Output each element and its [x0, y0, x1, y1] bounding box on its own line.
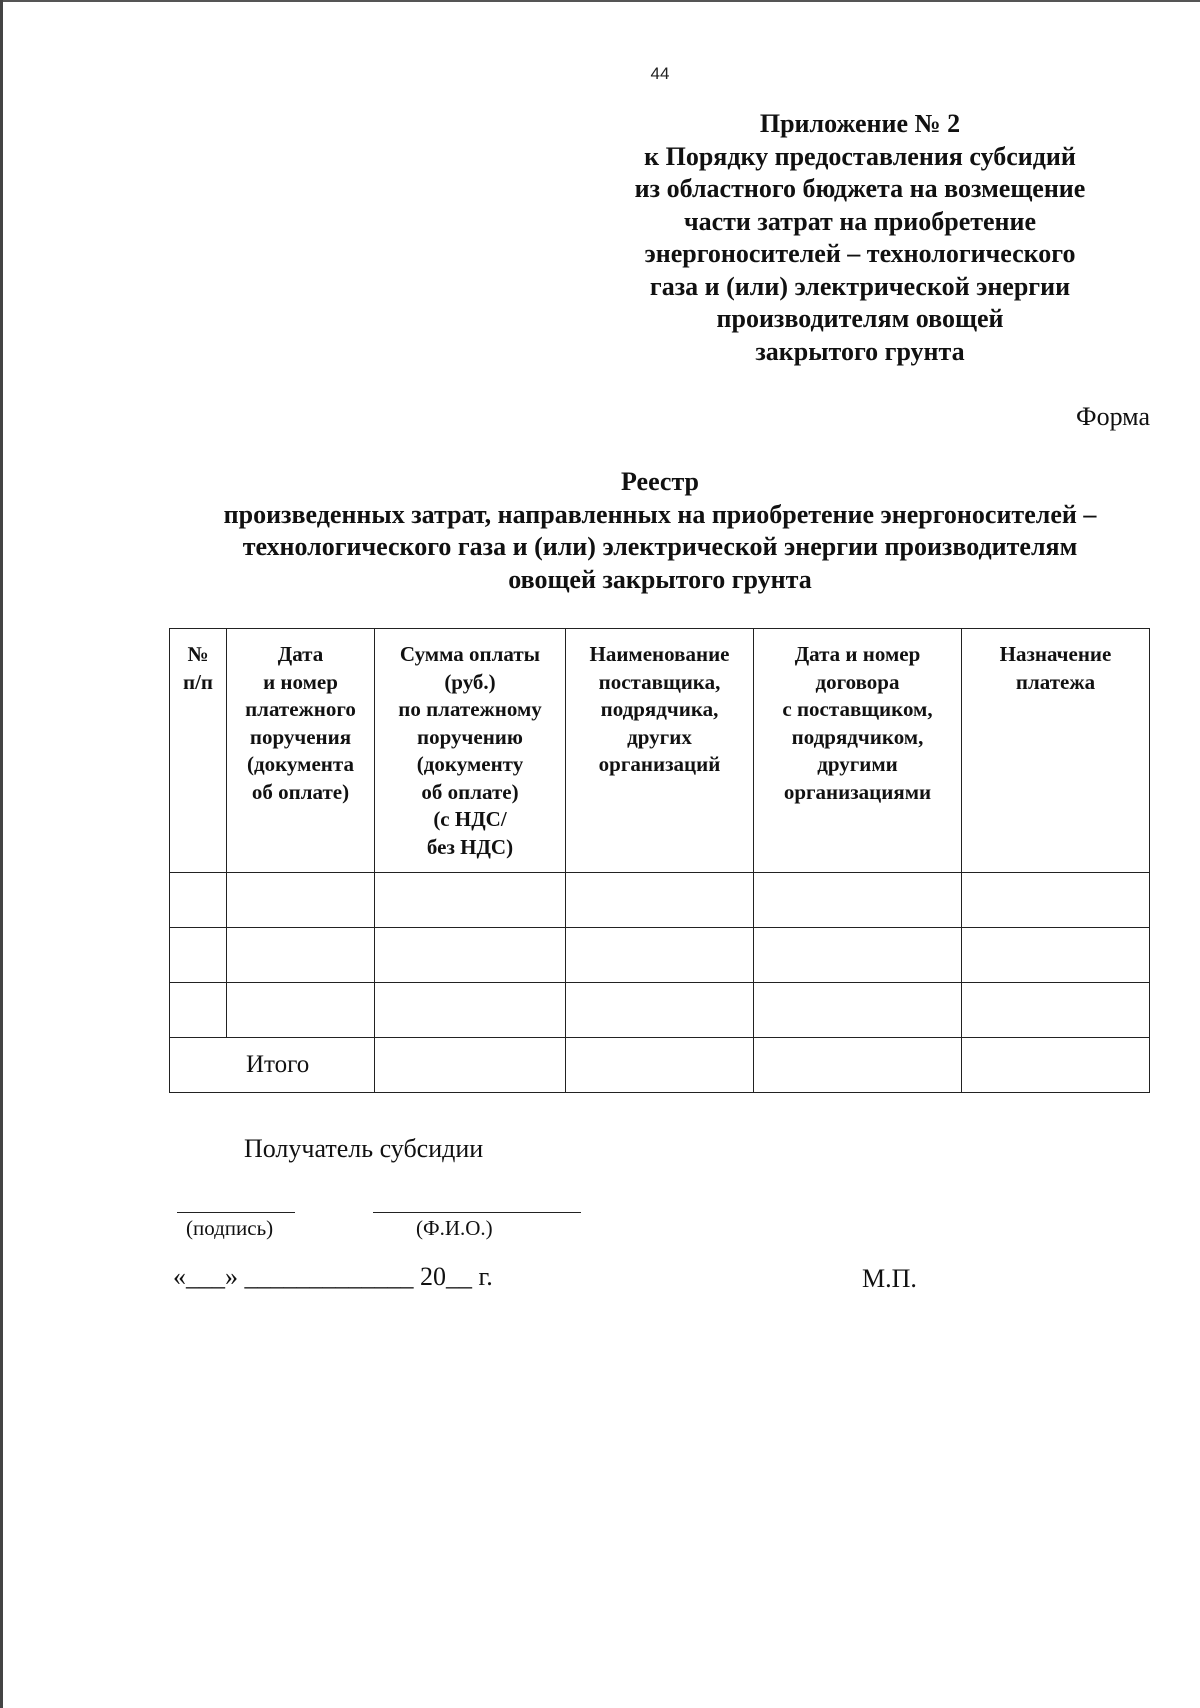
- header-supplier-name: Наименование поставщика, подрядчика, других организаций: [566, 629, 754, 873]
- header-contract: Дата и номер договора с поставщиком, подрядчиком, другими организациями: [754, 629, 962, 873]
- table-cell: [375, 873, 566, 928]
- appendix-line: части затрат на приобретение: [683, 206, 1037, 236]
- table-cell: [754, 983, 962, 1038]
- form-label: Форма: [1076, 402, 1150, 431]
- appendix-line: энергоносителей – технологического: [644, 239, 1076, 268]
- table-cell: [227, 983, 375, 1038]
- table-cell: [566, 983, 754, 1038]
- total-label: Итого: [170, 1038, 375, 1093]
- name-line: [373, 1212, 581, 1213]
- signature-caption: (подпись): [186, 1216, 274, 1240]
- appendix-block: [600, 108, 1120, 368]
- table-cell: [962, 873, 1150, 928]
- registry-subtitle-line: произведенных затрат, направленных на приобретение энергоносителей –: [223, 499, 1097, 529]
- registry-subtitle-line: овощей закрытого грунта: [508, 564, 812, 594]
- appendix-line: закрытого грунта: [755, 336, 965, 366]
- date-line: «___» _____________ 20__ г.: [173, 1262, 493, 1291]
- total-row: [170, 1038, 1150, 1093]
- table-cell: [227, 928, 375, 983]
- appendix-line: из областного бюджета на возмещение: [634, 174, 1086, 203]
- recipient-label: Получатель субсидии: [244, 1134, 484, 1163]
- header-payment-order: Дата и номер платежного поручения (документа об оплате): [227, 629, 375, 873]
- registry-heading: [150, 466, 1170, 596]
- table-cell: [754, 928, 962, 983]
- total-cell: [962, 1038, 1150, 1093]
- table-cell: [754, 873, 962, 928]
- appendix-line: газа и (или) электрической энергии: [649, 271, 1071, 301]
- registry-table: [169, 628, 1150, 1093]
- table-cell: [566, 928, 754, 983]
- header-payment-amount: Сумма оплаты (руб.) по платежному поручению (документу об оплате) (с НДС/ без НДС): [375, 629, 566, 873]
- table-row: [170, 983, 1150, 1038]
- header-payment-purpose: Назначение платежа: [962, 629, 1150, 873]
- table-cell: [170, 983, 227, 1038]
- signature-line: [177, 1212, 295, 1213]
- appendix-line: к Порядку предоставления субсидий: [644, 141, 1076, 171]
- table-cell: [375, 928, 566, 983]
- appendix-line: производителям овощей: [716, 304, 1004, 333]
- table-cell: [375, 983, 566, 1038]
- table-cell: [170, 873, 227, 928]
- total-cell: [754, 1038, 962, 1093]
- stamp-place: М.П.: [862, 1264, 917, 1293]
- table-row: [170, 928, 1150, 983]
- table-cell: [962, 983, 1150, 1038]
- table-header-row: [170, 629, 1150, 873]
- table-cell: [170, 928, 227, 983]
- registry-title: Реестр: [620, 467, 700, 496]
- registry-subtitle-line: технологического газа и (или) электрической энергии производителям: [242, 532, 1078, 561]
- header-number: № п/п: [170, 629, 227, 873]
- table-cell: [566, 873, 754, 928]
- total-cell: [375, 1038, 566, 1093]
- table-cell: [227, 873, 375, 928]
- table-cell: [962, 928, 1150, 983]
- table-row: [170, 873, 1150, 928]
- scan-top-edge: [0, 0, 1200, 2]
- page-number: 44: [650, 64, 670, 83]
- scan-left-edge: [0, 0, 3, 1708]
- appendix-line: Приложение № 2: [759, 109, 961, 138]
- total-cell: [566, 1038, 754, 1093]
- name-caption: (Ф.И.О.): [416, 1216, 493, 1240]
